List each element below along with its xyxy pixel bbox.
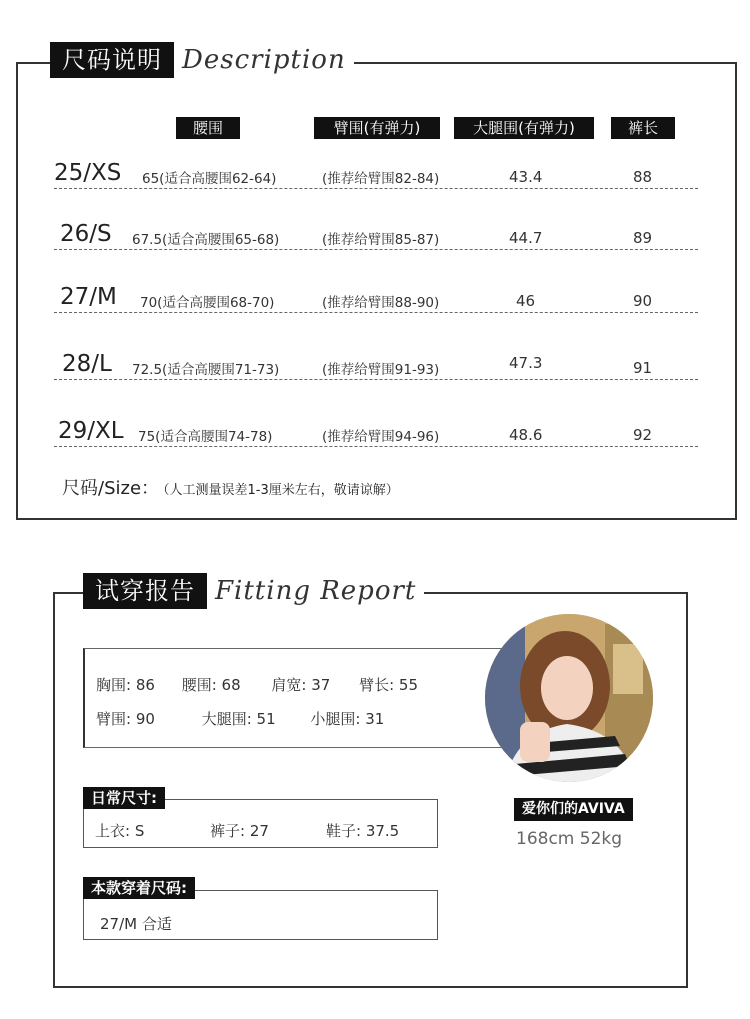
size-label: 28/L <box>62 351 112 377</box>
model-photo-icon <box>485 614 653 782</box>
thigh-value: 46 <box>516 292 536 310</box>
table-row <box>54 416 698 447</box>
measurements-box <box>83 648 528 748</box>
waist-value: 72.5(适合高腰围71-73) <box>132 362 280 378</box>
thigh-value: 44.7 <box>509 229 543 247</box>
arm-value: (推荐给臂围94-96) <box>322 429 440 445</box>
measure-bust: 胸围: 86 <box>96 676 155 694</box>
measure-calf: 小腿围: 31 <box>310 710 385 728</box>
model-name: 爱你们的AVIVA <box>514 798 633 821</box>
arm-value: (推荐给臂围88-90) <box>322 295 440 311</box>
waist-value: 75(适合高腰围74-78) <box>138 429 273 445</box>
fitting-title-cn: 试穿报告 <box>83 573 207 609</box>
model-stats: 168cm 52kg <box>516 829 623 849</box>
daily-pants: 裤子: 27 <box>210 822 269 840</box>
size-label: 29/XL <box>58 418 124 444</box>
waist-value: 65(适合高腰围62-64) <box>142 171 277 187</box>
length-value: 89 <box>633 229 653 247</box>
thigh-value: 48.6 <box>509 426 543 444</box>
measure-shoulder: 肩宽: 37 <box>271 676 331 694</box>
measure-arm-length: 臂长: 55 <box>359 676 419 694</box>
table-row <box>54 349 698 380</box>
waist-value: 67.5(适合高腰围65-68) <box>132 232 280 248</box>
length-value: 88 <box>633 168 653 186</box>
header-arm: 臂围(有弹力) <box>314 117 440 139</box>
daily-shoes: 鞋子: 37.5 <box>326 822 400 840</box>
size-label: 27/M <box>60 284 117 310</box>
measurement-line-1 <box>96 674 418 695</box>
daily-size-label: 日常尺寸: <box>83 787 165 809</box>
size-label: 26/S <box>60 221 112 247</box>
description-heading <box>50 42 354 78</box>
size-note-detail: （人工测量误差1-3厘米左右，敬请谅解） <box>163 483 399 498</box>
header-length: 裤长 <box>611 117 675 139</box>
arm-value: (推荐给臂围91-93) <box>322 362 440 378</box>
this-size-value: 27/M 合适 <box>100 915 172 933</box>
measure-arm: 臂围: 90 <box>96 710 155 728</box>
size-label: 25/XS <box>54 160 122 186</box>
header-waist: 腰围 <box>176 117 240 139</box>
measurement-line-2 <box>96 708 384 729</box>
arm-value: (推荐给臂围82-84) <box>322 171 440 187</box>
waist-value: 70(适合高腰围68-70) <box>140 295 275 311</box>
arm-value: (推荐给臂围85-87) <box>322 232 440 248</box>
length-value: 91 <box>633 359 653 377</box>
description-title-cn: 尺码说明 <box>50 42 174 78</box>
header-thigh: 大腿围(有弹力) <box>454 117 594 139</box>
table-row <box>54 219 698 250</box>
measure-thigh: 大腿围: 51 <box>201 710 276 728</box>
length-value: 90 <box>633 292 653 310</box>
model-avatar <box>485 614 653 782</box>
length-value: 92 <box>633 426 653 444</box>
thigh-value: 43.4 <box>509 168 543 186</box>
size-note-main: 尺码/Size： <box>62 478 160 499</box>
thigh-value: 47.3 <box>509 354 543 372</box>
this-size-label: 本款穿着尺码: <box>83 877 195 899</box>
description-title-en: Description <box>182 45 346 75</box>
fitting-title-en: Fitting Report <box>215 576 417 606</box>
table-row <box>54 282 698 313</box>
measure-waist: 腰围: 68 <box>181 676 241 694</box>
size-note <box>62 474 399 500</box>
fitting-heading <box>83 573 424 609</box>
daily-top: 上衣: S <box>95 822 145 840</box>
table-row <box>54 158 698 189</box>
